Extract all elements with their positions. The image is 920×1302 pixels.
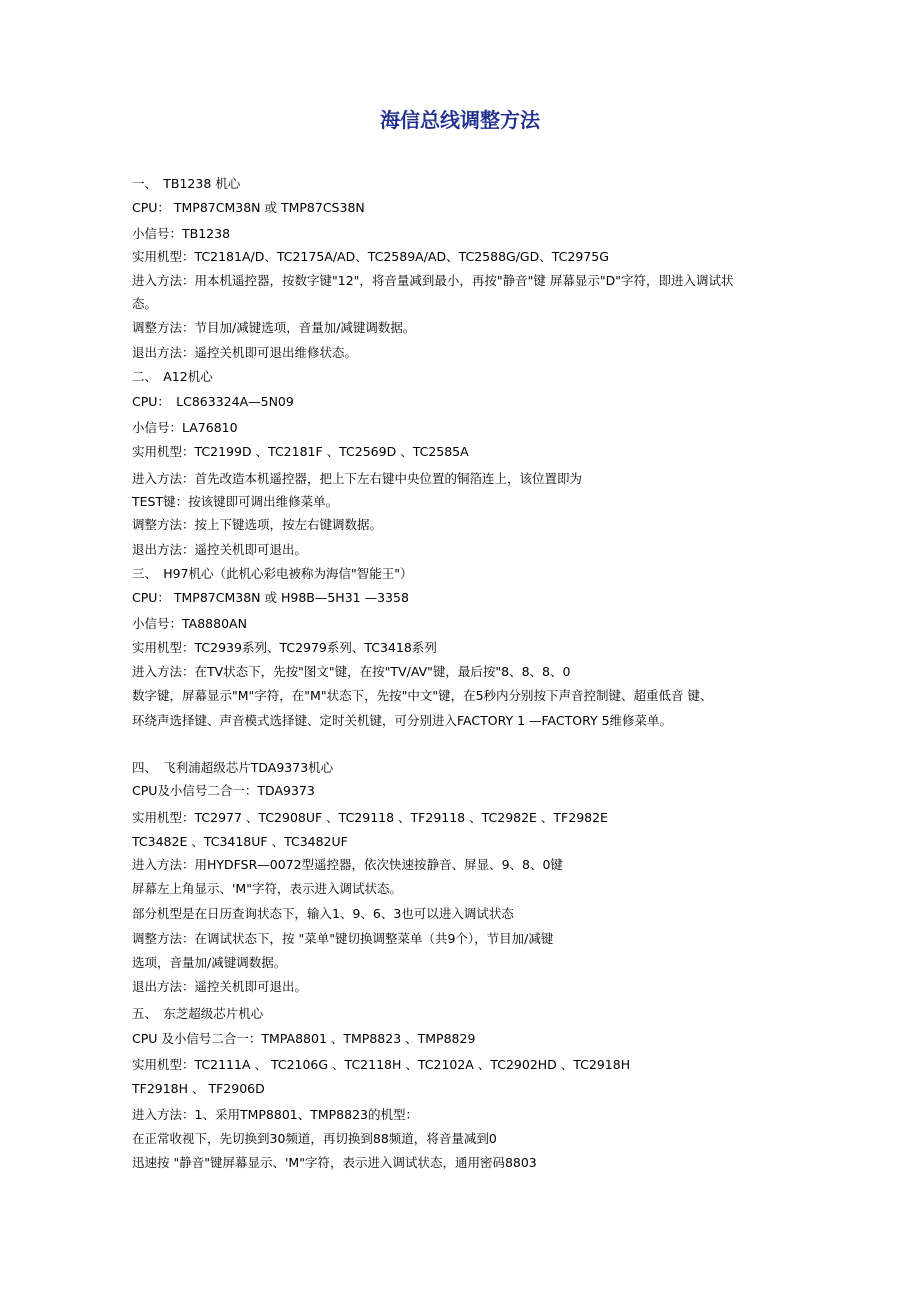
text-line: 实用机型：TC2111A 、 TC2106G 、TC2118H 、TC2102A 、TC2902HD 、TC2918H [132,1057,631,1072]
text-line: 退出方法：遥控关机即可退出维修状态。 [132,345,358,360]
text-line: 在正常收视下，先切换到30频道，再切换到88频道，将音量减到0 [132,1131,497,1146]
document-title: 海信总线调整方法 [380,108,540,132]
text-line: 进入方法：1、采用TMP8801、TMP8823的机型： [132,1107,418,1122]
text-line: 二、 A12机心 [132,369,213,384]
text-line: CPU： LC863324A—5N09 [132,394,294,409]
text-line: TC3482E 、TC3418UF 、TC3482UF [132,834,348,849]
text-line: 屏幕左上角显示、'M"字符，表示进入调试状态。 [132,881,402,896]
text-line: CPU： TMP87CM38N 或 TMP87CS38N [132,200,365,215]
text-line: CPU： TMP87CM38N 或 H98B—5H31 —3358 [132,590,409,605]
text-line: 实用机型：TC2977 、TC2908UF 、TC29118 、TF29118 、TC2982E 、TF2982E [132,810,608,825]
text-line: 实用机型：TC2939系列、TC2979系列、TC3418系列 [132,640,437,655]
text-line: 数字键，屏幕显示"M"字符，在"M"状态下，先按"中文"键，在5秒内分别按下声音控制键、超重低音 键、 [132,688,713,703]
text-line: 进入方法：用HYDFSR—0072型遥控器，依次快速按静音、屏显、9、8、0键 [132,857,563,872]
text-line: 退出方法：遥控关机即可退出。 [132,979,308,994]
text-line: TEST键：按该键即可调出维修菜单。 [132,494,339,509]
text-line: 实用机型：TC2181A/D、TC2175A/AD、TC2589A/AD、TC2588G/GD、TC2975G [132,249,609,264]
text-line: 调整方法：节目加/减键选项，音量加/减键调数据。 [132,320,416,335]
text-line: 选项，音量加/减键调数据。 [132,955,287,970]
text-line: 迅速按 "静音"键屏幕显示、'M"字符，表示进入调试状态，通用密码8803 [132,1155,537,1170]
text-line: 态。 [132,296,158,311]
text-line: 部分机型是在日历查询状态下，输入1、9、6、3也可以进入调试状态 [132,906,514,921]
text-line: 实用机型：TC2199D 、TC2181F 、TC2569D 、TC2585A [132,444,469,459]
text-line: 进入方法：用本机遥控器，按数字键"12"，将音量减到最小，再按"静音"键 屏幕显示"D"字符，即进入调试状 [132,273,734,288]
text-line: 小信号：TB1238 [132,226,231,241]
text-line: 环绕声选择键、声音模式选择键、定时关机键，可分别进入FACTORY 1 —FACTORY 5维修菜单。 [132,713,673,728]
text-line: 小信号：TA8880AN [132,616,247,631]
text-line: CPU 及小信号二合一：TMPA8801 、TMP8823 、TMP8829 [132,1031,476,1046]
text-line: 进入方法：首先改造本机遥控器，把上下左右键中央位置的铜箔连上，该位置即为 [132,471,583,486]
text-line: CPU及小信号二合一：TDA9373 [132,783,315,798]
text-line: 退出方法：遥控关机即可退出。 [132,542,308,557]
text-line: TF2918H 、 TF2906D [132,1081,265,1096]
text-line: 四、 飞利浦超级芯片TDA9373机心 [132,760,334,775]
text-line: 一、 TB1238 机心 [132,176,241,191]
text-line: 调整方法：按上下键选项，按左右键调数据。 [132,517,383,532]
text-line: 调整方法：在调试状态下，按 "菜单"键切换调整菜单（共9个），节目加/减键 [132,931,554,946]
text-line: 三、 H97机心（此机心彩电被称为海信"智能王"） [132,566,413,581]
text-line: 小信号：LA76810 [132,420,238,435]
text-line: 五、 东芝超级芯片机心 [132,1006,264,1021]
text-line: 进入方法：在TV状态下，先按"图文"键，在按"TV/AV"键，最后按"8、8、8、0 [132,664,571,679]
